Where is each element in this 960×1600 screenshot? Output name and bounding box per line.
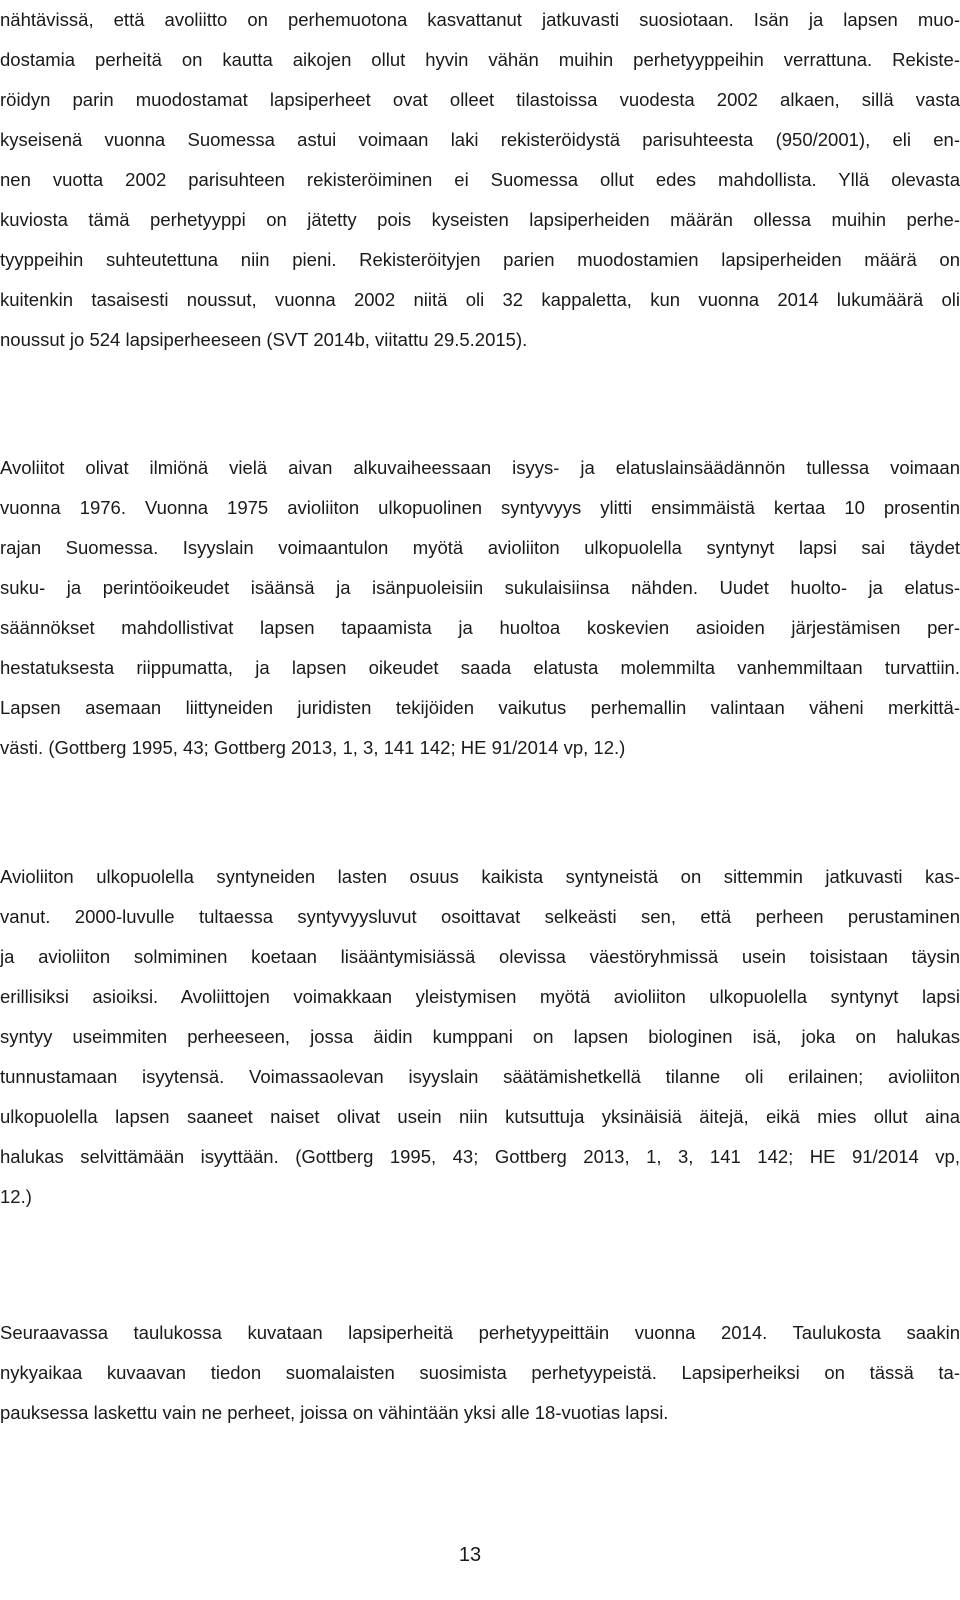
text-line: Lapsen asemaan liittyneiden juridisten tekijöiden vaikutus perhemallin valintaan väheni merkittä- (0, 697, 960, 718)
text-line: Avioliiton ulkopuolella syntyneiden lasten osuus kaikista syntyneistä on sittemmin jatkuvasti kas- (0, 866, 960, 887)
paragraph-births-outside-marriage (0, 857, 960, 1217)
text-line: pauksessa laskettu vain ne perheet, joissa on vähintään yksi alle 18-vuotias lapsi. (0, 1402, 669, 1423)
text-line: nen vuotta 2002 parisuhteen rekisteröiminen ei Suomessa ollut edes mahdollista. Yllä olevasta (0, 169, 960, 190)
text-line: säännökset mahdollistivat lapsen tapaamista ja huoltoa koskevien asioiden järjestämisen per- (0, 617, 960, 638)
text-line: tyyppeihin suhteutettuna niin pieni. Rekisteröityjen parien muodostamien lapsiperheiden määrä on (0, 249, 960, 270)
text-line: röidyn parin muodostamat lapsiperheet ovat olleet tilastoissa vuodesta 2002 alkaen, sillä vasta (0, 89, 960, 110)
text-line: noussut jo 524 lapsiperheeseen (SVT 2014b, viitattu 29.5.2015). (0, 329, 528, 350)
paragraph-family-types (0, 0, 960, 360)
text-line: Avoliitot olivat ilmiönä vielä aivan alkuvaiheessaan isyys- ja elatuslainsäädännön tullessa voimaan (0, 457, 960, 478)
paragraph-table-intro (0, 1313, 960, 1433)
text-line: nähtävissä, että avoliitto on perhemuotona kasvattanut jatkuvasti suosiotaan. Isän ja lapsen muo- (0, 9, 960, 30)
text-line: kuviosta tämä perhetyyppi on jätetty pois kyseisten lapsiperheiden määrän ollessa muihin perhe- (0, 209, 960, 230)
text-line: halukas selvittämään isyyttään. (Gottberg 1995, 43; Gottberg 2013, 1, 3, 141 142; HE 91/2014 vp, (0, 1146, 960, 1167)
text-line: ja avioliiton solmiminen koetaan lisääntymisiässä olevissa väestöryhmissä usein toisistaan täysin (0, 946, 960, 967)
text-line: vanut. 2000-luvulle tultaessa syntyvyysluvut osoittavat selkeästi sen, että perheen perustaminen (0, 906, 960, 927)
text-line: vuonna 1976. Vuonna 1975 avioliiton ulkopuolinen syntyvyys ylitti ensimmäistä kertaa 10 prosentin (0, 497, 960, 518)
text-line: rajan Suomessa. Isyyslain voimaantulon myötä avioliiton ulkopuolella syntynyt lapsi sai täydet (0, 537, 960, 558)
text-line: erillisiksi asioiksi. Avoliittojen voimakkaan yleistymisen myötä avioliiton ulkopuolella syntynyt lapsi (0, 986, 960, 1007)
text-line: dostamia perheitä on kautta aikojen ollut hyvin vähän muihin perhetyyppeihin verrattuna. Rekiste- (0, 49, 960, 70)
text-line: tunnustamaan isyytensä. Voimassaolevan isyyslain säätämishetkellä tilanne oli erilainen; avioliiton (0, 1066, 960, 1087)
text-line: 12.) (0, 1186, 32, 1207)
text-line: nykyaikaa kuvaavan tiedon suomalaisten suosimista perhetyypeistä. Lapsiperheiksi on tässä ta- (0, 1362, 960, 1383)
text-line: ulkopuolella lapsen saaneet naiset olivat usein niin kutsuttuja yksinäisiä äitejä, eikä mies ollut aina (0, 1106, 960, 1127)
text-line: västi. (Gottberg 1995, 43; Gottberg 2013, 1, 3, 141 142; HE 91/2014 vp, 12.) (0, 737, 626, 758)
text-line: hestatuksesta riippumatta, ja lapsen oikeudet saada elatusta molemmilta vanhemmiltaan turvattiin. (0, 657, 960, 678)
text-line: syntyy useimmiten perheeseen, jossa äidin kumppani on lapsen biologinen isä, joka on halukas (0, 1026, 960, 1047)
text-line: kyseisenä vuonna Suomessa astui voimaan laki rekisteröidystä parisuhteesta (950/2001), eli en- (0, 129, 960, 150)
paragraph-cohabitation-history (0, 448, 960, 768)
text-line: Seuraavassa taulukossa kuvataan lapsiperheitä perhetyypeittäin vuonna 2014. Taulukosta saakin (0, 1322, 960, 1343)
text-line: kuitenkin tasaisesti noussut, vuonna 2002 niitä oli 32 kappaletta, kun vuonna 2014 lukumäärä oli (0, 289, 960, 310)
page-number: 13 (458, 1544, 482, 1566)
text-line: suku- ja perintöoikeudet isäänsä ja isänpuoleisiin sukulaisiinsa nähden. Uudet huolto- ja elatus- (0, 577, 960, 598)
